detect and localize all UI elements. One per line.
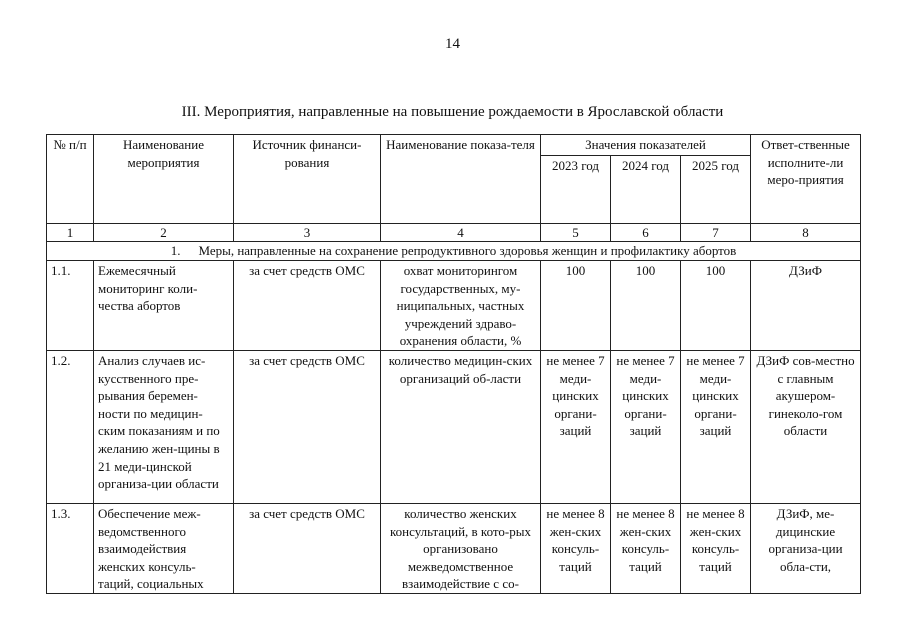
table-row (47, 350, 861, 503)
header-year-2025: 2025 год (681, 156, 751, 224)
table-header-row (47, 135, 861, 156)
row-name: Обеспечение меж-ведомственного взаимодействия женских консуль-таций, социальных (94, 503, 234, 593)
column-number: 4 (381, 224, 541, 242)
row-source: за счет средств ОМС (234, 261, 381, 351)
row-name: Ежемесячный мониторинг коли-чества абортов (94, 261, 234, 351)
header-num: № п/п (47, 135, 94, 224)
column-number: 8 (751, 224, 861, 242)
header-source: Источник финанси-рования (234, 135, 381, 224)
header-year-2024: 2024 год (611, 156, 681, 224)
row-source: за счет средств ОМС (234, 350, 381, 503)
row-indicator: охват мониторингом государственных, му-ниципальных, частных учреждений здраво-охранения области, % (381, 261, 541, 351)
row-value-2023: не менее 7 меди-цинских органи-заций (541, 350, 611, 503)
column-number: 3 (234, 224, 381, 242)
column-number: 5 (541, 224, 611, 242)
row-indicator: количество женских консультаций, в кото-рых организовано межведомственное взаимодействие с со- (381, 503, 541, 593)
row-value-2025: не менее 8 жен-ских консуль-таций (681, 503, 751, 593)
row-num: 1.1. (47, 261, 94, 351)
section-number: 1. (170, 243, 181, 258)
row-responsible: ДЗиФ (751, 261, 861, 351)
row-value-2024: не менее 8 жен-ских консуль-таций (611, 503, 681, 593)
column-number: 2 (94, 224, 234, 242)
row-value-2025: не менее 7 меди-цинских органи-заций (681, 350, 751, 503)
row-num: 1.3. (47, 503, 94, 593)
row-source: за счет средств ОМС (234, 503, 381, 593)
table-row (47, 261, 861, 351)
header-values: Значения показателей (541, 135, 751, 156)
column-number-row (47, 224, 861, 242)
header-year-2023: 2023 год (541, 156, 611, 224)
section-heading (47, 242, 861, 261)
header-indicator: Наименование показа-теля (381, 135, 541, 224)
row-value-2025: 100 (681, 261, 751, 351)
table-row (47, 503, 861, 593)
row-value-2023: не менее 8 жен-ских консуль-таций (541, 503, 611, 593)
page-number: 14 (445, 36, 460, 52)
section-title: III. Мероприятия, направленные на повышение рождаемости в Ярославской области (181, 104, 724, 120)
section-heading-text: Меры, направленные на сохранение репродуктивного здоровья женщин и профилактику абортов (198, 243, 737, 258)
row-responsible: ДЗиФ сов-местно с главным акушером-гинеколо-гом области (751, 350, 861, 503)
column-number: 6 (611, 224, 681, 242)
row-name: Анализ случаев ис-кусственного пре-рывания беремен-ности по медицин-ским показаниям и по желанию жен-щины в 21 меди-цинской организа-ции области (94, 350, 234, 503)
column-number: 1 (47, 224, 94, 242)
row-value-2024: не менее 7 меди-цинских органи-заций (611, 350, 681, 503)
measures-table (46, 134, 861, 594)
row-responsible: ДЗиФ, ме-дицинские организа-ции обла-сти, (751, 503, 861, 593)
header-name: Наименование мероприятия (94, 135, 234, 224)
row-value-2023: 100 (541, 261, 611, 351)
row-num: 1.2. (47, 350, 94, 503)
row-indicator: количество медицин-ских организаций об-ласти (381, 350, 541, 503)
header-responsible: Ответ-ственные исполните-ли меро-приятия (751, 135, 861, 224)
column-number: 7 (681, 224, 751, 242)
section-row (47, 242, 861, 261)
row-value-2024: 100 (611, 261, 681, 351)
